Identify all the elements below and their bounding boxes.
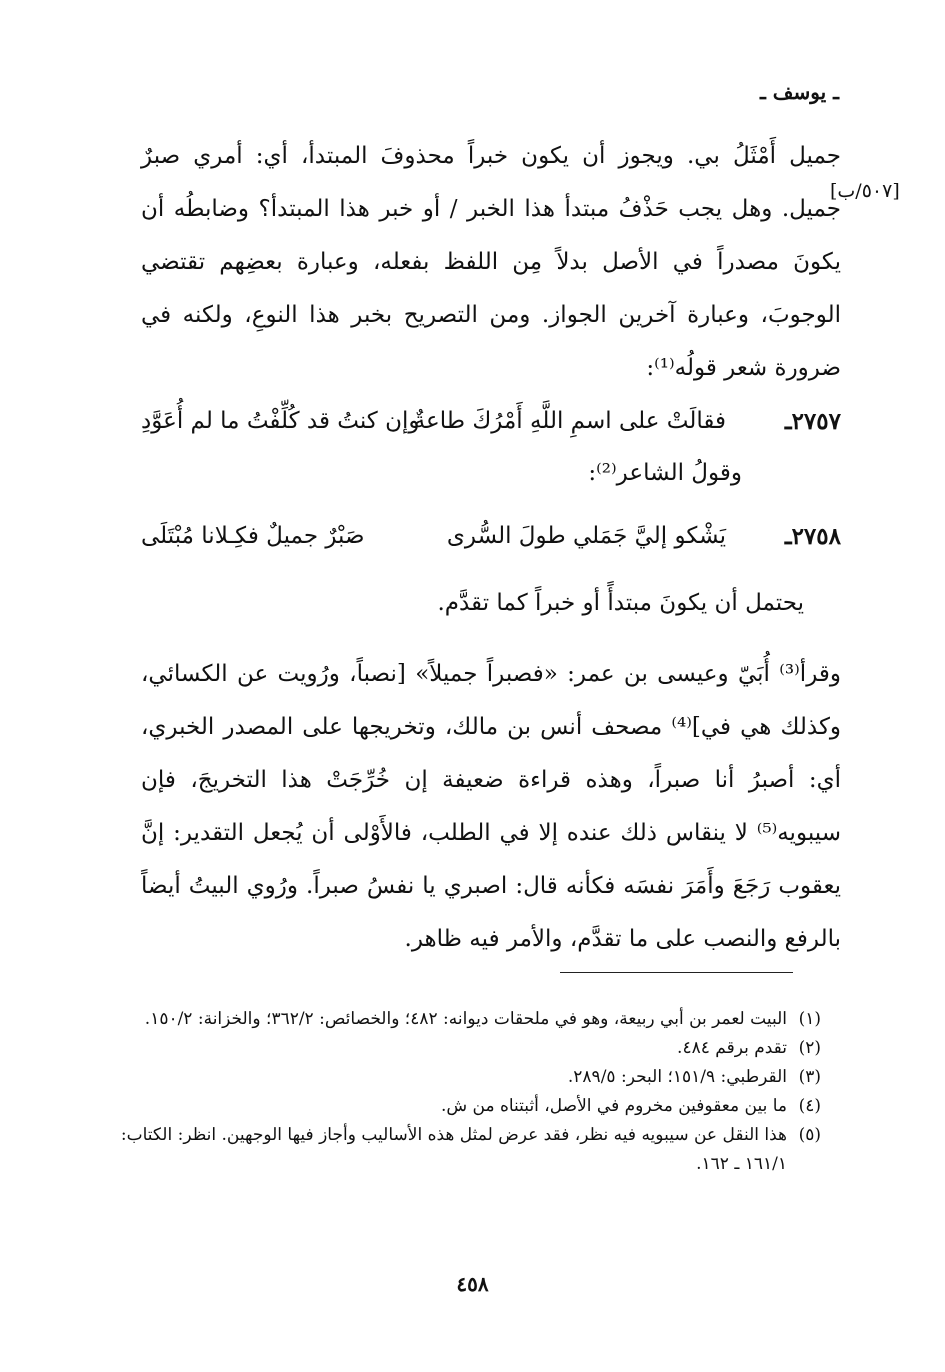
margin-manuscript-reference: [٥٠٧/ب] xyxy=(830,180,900,202)
footnote-number: (٥) xyxy=(798,1125,821,1145)
poet-intro: وقولُ الشاعر⁽²⁾: xyxy=(588,460,742,486)
verse-2758 xyxy=(141,523,841,573)
main-text-block-2 xyxy=(141,648,841,966)
verse-2757 xyxy=(141,408,841,458)
footnote-5 xyxy=(106,1121,821,1179)
footnote-number: (٣) xyxy=(798,1067,821,1087)
footnote-text: القرطبي: ١٥١/٩؛ البحر: ٢٨٩/٥. xyxy=(567,1067,787,1087)
footnote-text: البيت لعمر بن أبي ربيعة، وهو في ملحقات ديوانه: ٤٨٢؛ والخصائص: ٣٦٢/٢؛ والخزانة: ١٥٠/٢. xyxy=(144,1009,787,1029)
verse-second-hemistich: وإن كنتُ قد كُلِّفْتُ ما لم أُعَوَّدِ xyxy=(141,408,420,434)
verse-number: ٢٧٥٨ـ xyxy=(784,523,841,550)
footnote-2 xyxy=(106,1034,821,1063)
running-header: ـ يوسف ـ xyxy=(759,80,839,104)
page-number: ٤٥٨ xyxy=(456,1272,489,1296)
main-text-block xyxy=(141,130,841,395)
footnote-separator xyxy=(560,972,793,973)
footnote-text: ما بين معقوفين مخروم في الأصل، أثبتناه من ش. xyxy=(440,1096,787,1116)
footnote-number: (٤) xyxy=(798,1096,821,1116)
verse-comment: يحتمل أن يكونَ مبتدأً أو خبراً كما تقدَّم. xyxy=(437,590,804,616)
footnotes xyxy=(106,1005,821,1179)
footnote-text: هذا النقل عن سيبويه فيه نظر، فقد عرض لمثل هذه الأساليب وأجاز فيها الوجهين. انظر: الكتاب: ١٦١/١ ـ ١٦٢. xyxy=(120,1125,787,1174)
verse-first-hemistich: فقالَتْ على اسمِ اللَّهِ أَمْرُكَ طاعةٌ xyxy=(413,408,726,434)
footnote-number: (١) xyxy=(798,1009,821,1029)
paragraph-2: وقرأ⁽³⁾ أُبَيّ وعيسى بن عمر: «فصبراً جميلاً» [نصباً، ورُويت عن الكسائي، وكذلك هي في]⁽⁴⁾ مصحف أنس بن مالك، وتخريجها على المصدر الخبري، أي: أصبرُ أنا صبراً، وهذه قراءة ضعيفة إن خُرِّجَتْ هذا التخريجَ، فإن سيبويه⁽⁵⁾ لا ينقاس ذلك عنده إلا في الطلب، فالأَوْلى أن يُجعل التقدير: إنَّ يعقوب رَجَعَ وأَمَرَ نفسَه فكأنه قال: اصبري يا نفسُ صبراً. ورُوي البيتُ أيضاً بالرفع والنصب على ما تقدَّم، والأمر فيه ظاهر. xyxy=(141,661,842,952)
footnote-4 xyxy=(106,1092,821,1121)
footnote-3 xyxy=(106,1063,821,1092)
paragraph-1: جميل أَمْثَلُ بي. ويجوز أن يكون خبراً محذوفَ المبتدأ، أي: أمري صبرٌ جميل. وهل يجب حَذْفُ مبتدأ هذا الخبر / أو خبر هذا المبتدأ؟ وضابطُه أن يكونَ مصدراً في الأصل بدلاً مِن اللفظ بفعله، وعبارة بعضِهم تقتضي الوجوبَ، وعبارة آخرين الجواز. ومن التصريح بخبر هذا النوعِ، ولكنه في ضرورة شعر قولُه⁽¹⁾: xyxy=(141,143,841,381)
verse-number: ٢٧٥٧ـ xyxy=(784,408,841,435)
verse-second-hemistich: صَبْرٌ جميلٌ فكِـلانا مُبْتَلَى xyxy=(141,523,365,549)
footnote-1 xyxy=(106,1005,821,1034)
footnote-number: (٢) xyxy=(798,1038,821,1058)
verse-first-hemistich: يَشْكو إليَّ جَمَلي طولَ السُّرى xyxy=(446,523,726,549)
footnote-text: تقدم برقم ٤٨٤. xyxy=(677,1038,787,1058)
